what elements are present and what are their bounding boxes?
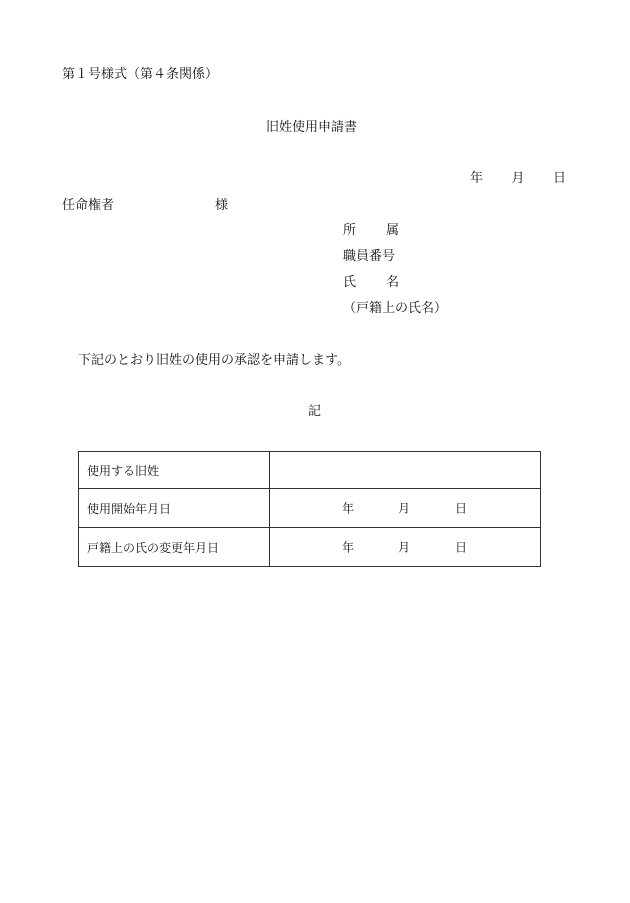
addressee-suffix: 様	[215, 198, 229, 213]
registry-name-label: （戸籍上の氏名）	[343, 301, 448, 316]
submission-date	[470, 171, 566, 187]
old-surname-label: 使用する旧姓	[79, 452, 270, 489]
table-row	[79, 489, 541, 528]
date-year: 年	[470, 171, 484, 186]
name-change-date-month: 月	[398, 540, 411, 555]
name-label: 氏 名	[343, 275, 399, 290]
start-date-month: 月	[398, 501, 411, 516]
old-surname-value[interactable]	[270, 452, 541, 489]
name-change-date-year: 年	[342, 540, 355, 555]
start-date-year: 年	[342, 501, 355, 516]
date-month: 月	[511, 171, 525, 186]
start-date-value[interactable]	[270, 489, 541, 528]
form-number: 第１号様式（第４条関係）	[62, 67, 219, 82]
table-row	[79, 528, 541, 567]
name-change-date-label: 戸籍上の氏の変更年月日	[79, 528, 270, 567]
affiliation-label: 所 属	[343, 223, 399, 238]
page-title: 旧姓使用申請書	[266, 120, 358, 135]
name-change-date-day: 日	[455, 540, 468, 555]
record-table	[78, 451, 541, 567]
table-row	[79, 452, 541, 489]
ki-heading: 記	[308, 404, 322, 419]
request-statement: 下記のとおり旧姓の使用の承認を申請します。	[78, 353, 350, 368]
name-change-date-value[interactable]	[270, 528, 541, 567]
employee-number-label: 職員番号	[343, 249, 396, 264]
date-day: 日	[552, 171, 566, 186]
start-date-day: 日	[455, 501, 468, 516]
addressee-label: 任命権者	[62, 198, 115, 213]
start-date-label: 使用開始年月日	[79, 489, 270, 528]
